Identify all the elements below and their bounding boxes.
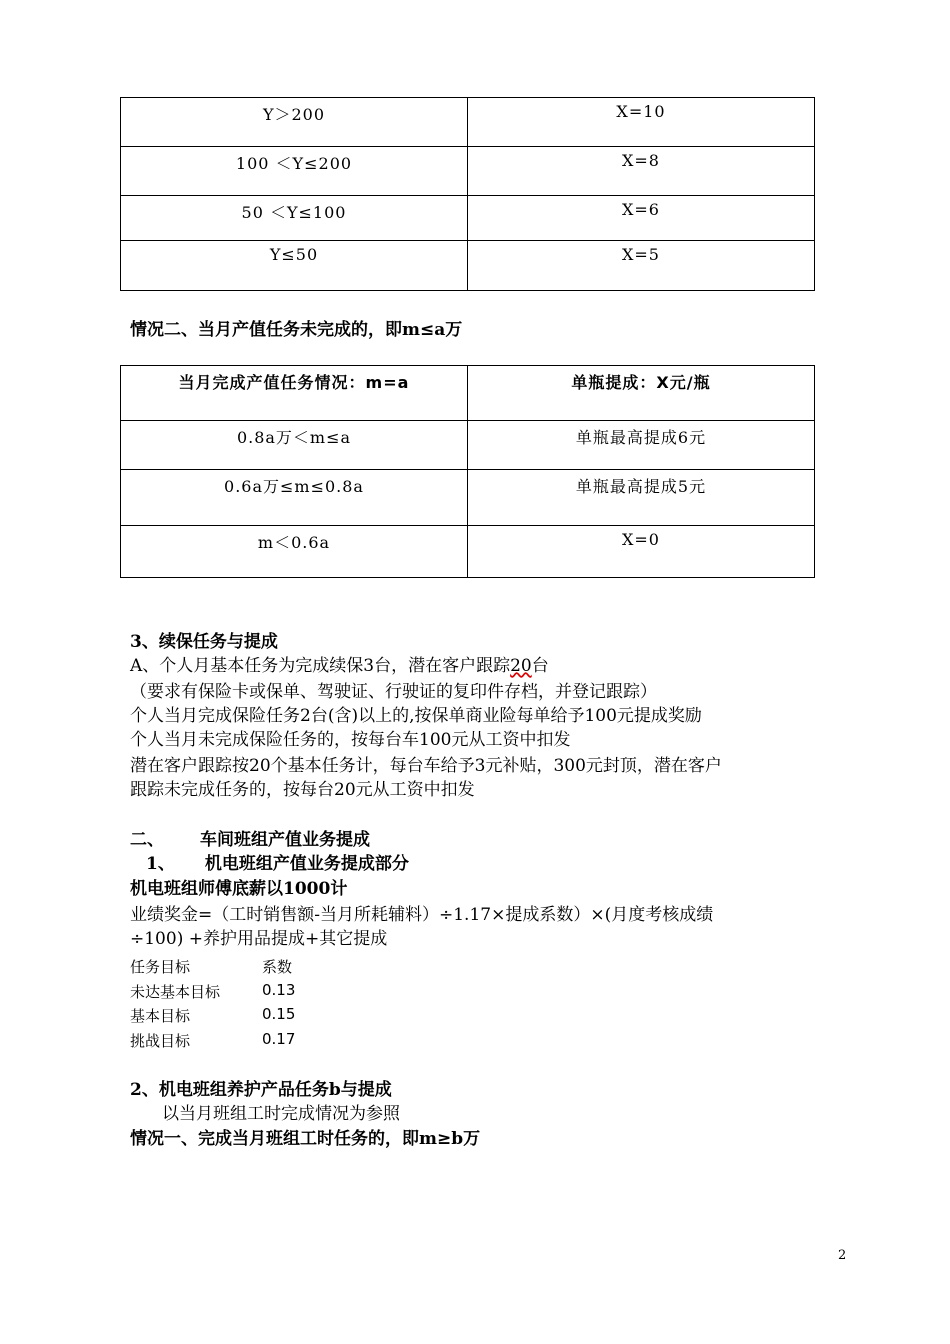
table-cell: 100 ＜Y≤200 [121,147,468,196]
table-header-row [121,366,815,421]
section-3-title: 3、续保任务与提成 [130,632,278,652]
coef-row-value: 0.13 [262,981,296,999]
table-cell: X=8 [468,147,815,196]
paragraph-line: 以当月班组工时完成情况为参照 [162,1104,400,1124]
section-two-heading [130,828,370,852]
base-salary-line: 机电班组师傅底薪以1000计 [130,879,348,899]
case1-heading: 情况一、完成当月班组工时任务的，即m≥b万 [130,1129,481,1149]
coef-row-goal: 挑战目标 [130,1032,191,1050]
table-cell: 0.8a万＜m≤a [121,421,468,470]
table-row [121,526,815,578]
section-number: 二、 [130,830,164,850]
text-span: 台 [531,656,549,676]
subsection-heading [146,852,409,876]
coef-row-value: 0.17 [262,1030,296,1048]
table-header-cell: 单瓶提成：X元/瓶 [468,366,815,421]
paragraph-line: 个人当月完成保险任务2台(含)以上的,按保单商业险每单给予100元提成奖励 [130,706,702,726]
paragraph-line: 个人当月未完成保险任务的，按每台车100元从工资中扣发 [130,730,571,750]
table-cell: 50 ＜Y≤100 [121,196,468,241]
table-row [121,147,815,196]
table-row [121,241,815,291]
section-title: 车间班组产值业务提成 [200,830,370,850]
case2-heading: 情况二、当月产值任务未完成的，即m≤a万 [130,320,463,340]
table-cell: X=5 [468,241,815,291]
table-cell: Y＞200 [121,98,468,147]
subsection-number: 1、 [146,854,175,874]
table-cell: X=10 [468,98,815,147]
table-cell: 0.6a万≤m≤0.8a [121,470,468,526]
coef-row-goal: 未达基本目标 [130,983,221,1001]
commission-table-2 [120,365,815,578]
table-row [121,470,815,526]
underlined-number: 20 [510,656,532,676]
paragraph-line: （要求有保险卡或保单、驾驶证、行驶证的复印件存档，并登记跟踪） [130,682,657,702]
table-cell: X=0 [468,526,815,578]
subsection-title: 机电班组产值业务提成部分 [204,854,409,874]
table-cell: Y≤50 [121,241,468,291]
paragraph-line: 潜在客户跟踪按20个基本任务计，每台车给予3元补贴，300元封顶，潜在客户 [130,756,722,776]
table-cell: 单瓶最高提成6元 [468,421,815,470]
text-span: A、个人月基本任务为完成续保3台，潜在客户跟踪 [130,656,511,676]
coef-row-value: 0.15 [262,1005,296,1023]
paragraph-line: 跟踪未完成任务的，按每台20元从工资中扣发 [130,780,475,800]
formula-line: ÷100) +养护用品提成+其它提成 [130,929,388,949]
section-2b-title: 2、机电班组养护产品任务b与提成 [130,1080,392,1100]
coef-header-factor: 系数 [262,958,293,976]
table-header-cell: 当月完成产值任务情况：m=a [121,366,468,421]
table-cell: X=6 [468,196,815,241]
coef-header-goal: 任务目标 [130,958,191,976]
page-number: 2 [838,1248,847,1263]
table-cell: 单瓶最高提成5元 [468,470,815,526]
coef-row-goal: 基本目标 [130,1007,191,1025]
paragraph-line [130,654,549,678]
table-row [121,421,815,470]
table-cell: m＜0.6a [121,526,468,578]
formula-line: 业绩奖金=（工时销售额-当月所耗辅料）÷1.17×提成系数）×(月度考核成绩 [130,905,714,925]
table-row [121,98,815,147]
commission-table-1 [120,97,815,291]
table-row [121,196,815,241]
